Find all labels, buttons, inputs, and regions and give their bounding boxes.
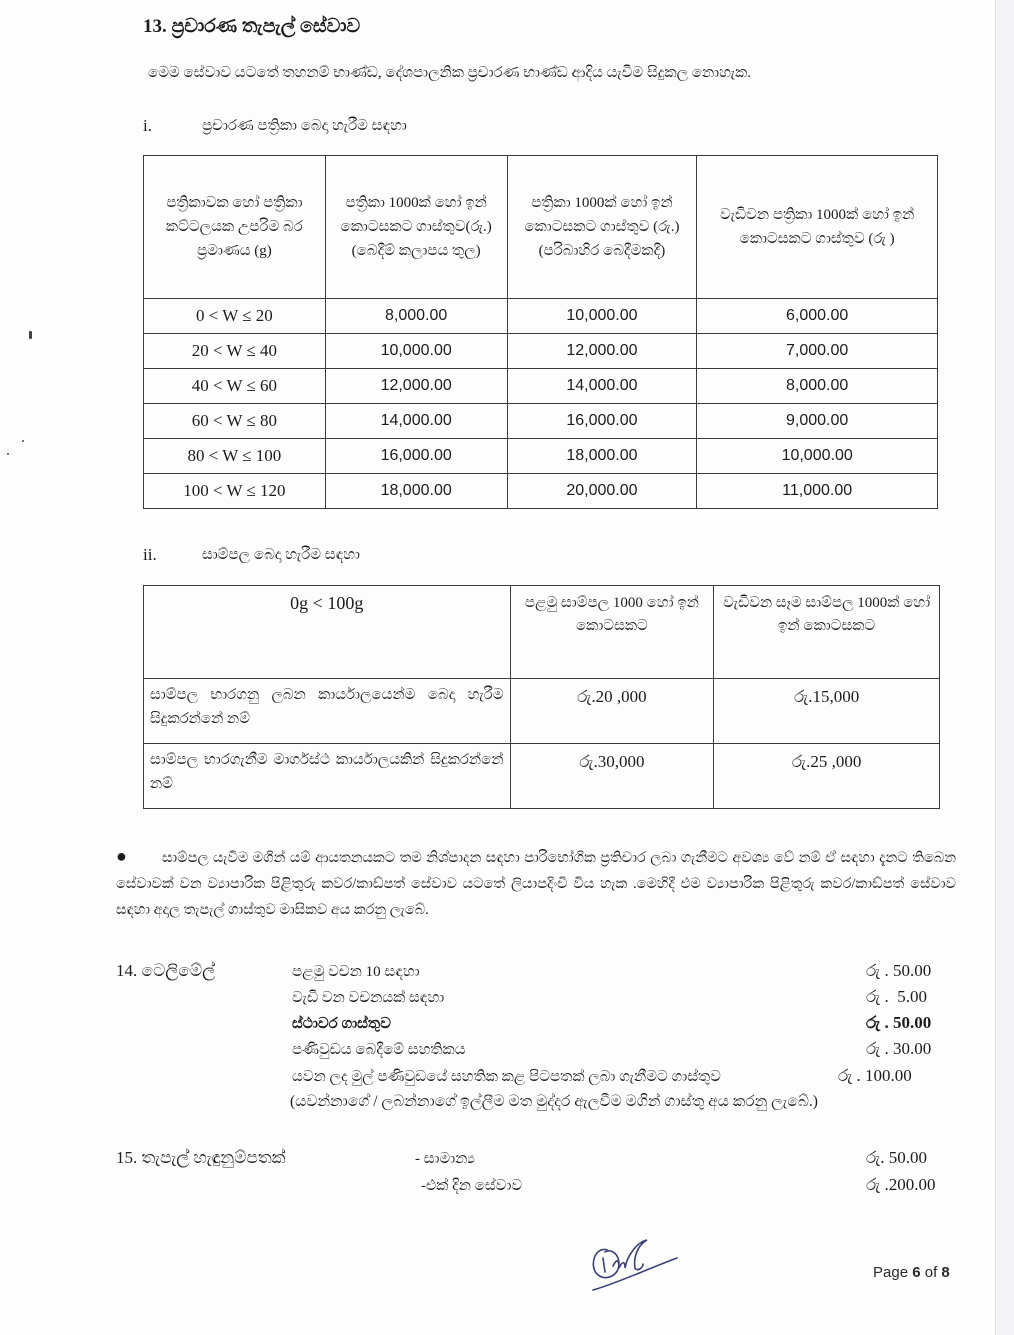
telemail-footnote: (යවන්නාගේ / ලබන්නාගේ ඉල්ලීම මත මුද්දර ඇලවීම මගින් ගාස්තු අය කරනු ලැබේ.) [290,1093,818,1110]
postal-id-fee-amount: රු. 50.00 [866,1148,927,1167]
within-zone-fee-cell: 8,000.00 [325,299,507,334]
header-max-weight: පත්‍රිකාවක හෝ පත්‍රිකා කට්ටලයක උපරිම බර ප්‍රමාණය (g) [144,156,326,299]
telemail-fee-item: පළමු වචන 10 සඳහා [292,964,420,980]
part-i-number: i. [143,116,152,135]
telemail-fee-amount: රු . 50.00 [866,1013,932,1032]
weight-cell: 0 < W ≤ 20 [144,299,326,334]
within-zone-fee-cell: 14,000.00 [325,404,507,439]
signature [585,1228,695,1303]
postal-id-fee-item: - සාමාන්‍ය [415,1151,475,1167]
first-1000-fee-cell: රු.20 ,000 [510,679,714,744]
within-zone-fee-cell: 10,000.00 [325,334,507,369]
page-current: 6 [912,1264,921,1281]
telemail-fee-item: යවන ලද මුල් පණිවුඩයේ සහතික කළ පිටපතක් ලබා ගැනීමට ගාස්තුව [292,1069,721,1085]
outside-zone-fee-cell: 18,000.00 [507,439,697,474]
page-number [873,1264,950,1281]
table-row [144,679,940,744]
telemail-fee-amount: රු . 100.00 [838,1066,912,1085]
section-13-intro: මෙම සේවාව යටතේ තහනම් භාණ්ඩ, දේශපාලනික ප්‍රචාරණ භාණ්ඩ ආදිය යැවීම සිදුකල නොහැක. [148,65,752,81]
section-13-number: 13. [143,16,167,37]
header-first-1000: පළමු සාම්පල 1000 හෝ ඉන් කොටසකට [510,586,714,679]
bullet-icon: ● [116,846,127,866]
table-row [144,334,938,369]
header-within-zone-fee: පත්‍රිකා 1000ක් හෝ ඉන් කොටසකට ගාස්තුව(රු.) (බෙදීම් කලාපය තුල) [325,156,507,299]
weight-cell: 100 < W ≤ 120 [144,474,326,509]
telemail-fee-amount: රු . 30.00 [866,1039,932,1058]
postal-id-fee-item: -එක් දින සේවාව [421,1178,523,1194]
table-row [144,474,938,509]
within-zone-fee-cell: 16,000.00 [325,439,507,474]
description-cell: සාම්පල භාරගැනීම මාර්ගස්ථ කාර්යාලයකින් සිදුකරන්නේ නම් [144,744,511,809]
table-row [144,439,938,474]
sample-note-text: සාම්පල යැවීම මගින් යම් ආයතනයකට තම නිශ්පාදන සඳහා පාරිභෝගික ප්‍රතිචාර ලබා ගැනීමට අවශ්‍ය වේ නම් ඒ සඳහා දැනට තිබෙන සේවාවක් වන ව්‍යාපාරික පිළිතුරු කවර/කාඩ්පත් සේවාව යටතේ ලියාපදිංචි විය හැක .මෙහිදී එම ව්‍යාපාරික පිළිතුරු කවර/කාඩ්පත් සේවාව සඳහා අදාල තැපැල් ගාස්තුව මාසිකව අය කරනු ලැබේ. [116,850,956,918]
additional-fee-cell: 11,000.00 [697,474,938,509]
outside-zone-fee-cell: 14,000.00 [507,369,697,404]
page-edge [995,0,1014,1335]
part-ii-number: ii. [143,545,157,564]
description-cell: සාම්පල භාරගනු ලබන කාර්යාලයෙන්ම බෙදා හැරීම සිදුකරන්නේ නම් [144,679,511,744]
table-row [144,744,940,809]
header-additional-1000: වැඩිවන සෑම සාම්පල 1000ක් හෝ ඉන් කොටසකට [714,586,940,679]
weight-cell: 20 < W ≤ 40 [144,334,326,369]
scan-speck [7,453,9,455]
within-zone-fee-cell: 18,000.00 [325,474,507,509]
table-row [144,369,938,404]
additional-fee-cell: 10,000.00 [697,439,938,474]
sample-rate-table [143,585,940,809]
table-row [144,299,938,334]
section-13-title: ප්‍රචාරණ තැපැල් සේවාව [171,16,361,37]
outside-zone-fee-cell: 10,000.00 [507,299,697,334]
outside-zone-fee-cell: 20,000.00 [507,474,697,509]
table-header-row [144,156,938,299]
section-13-heading [143,16,360,38]
table-header-row [144,586,940,679]
postal-id-fee-amount: රු .200.00 [866,1175,936,1194]
section-15-label: 15. තැපැල් හැඳුනුම්පතක් [116,1148,286,1167]
telemail-fee-item: පණිවුඩය බෙදීමේ සහතිකය [292,1042,466,1058]
telemail-fee-item: වැඩි වන වචනයක් සඳහා [292,990,445,1006]
weight-cell: 80 < W ≤ 100 [144,439,326,474]
table-row [144,404,938,439]
part-i-title: ප්‍රචාරණ පත්‍රිකා බෙදා හැරීම සඳහා [202,118,407,134]
sample-note [116,843,956,923]
part-ii-title: සාම්පල බෙදා හැරීම සඳහා [202,547,360,563]
signature-mark [585,1228,695,1298]
additional-fee-cell: 6,000.00 [697,299,938,334]
header-additional-fee: වැඩිවන පත්‍රිකා 1000ක් හෝ ඉන් කොටසකට ගාස්තුව (රු ) [697,156,938,299]
page-total: 8 [941,1264,950,1281]
header-outside-zone-fee: පත්‍රිකා 1000ක් හෝ ඉන් කොටසකට ගාස්තුව (රු.) (පරිබාහිර බෙදීමකදී) [507,156,697,299]
weight-cell: 40 < W ≤ 60 [144,369,326,404]
additional-fee-cell: 7,000.00 [697,334,938,369]
telemail-fee-amount: රු . 50.00 [866,961,932,980]
leaflet-rate-table [143,155,938,509]
telemail-fee-amount: රු . 5.00 [866,987,927,1006]
outside-zone-fee-cell: 12,000.00 [507,334,697,369]
additional-fee-cell: 9,000.00 [697,404,938,439]
first-1000-fee-cell: රු.30,000 [510,744,714,809]
page-word: Page [873,1264,909,1281]
within-zone-fee-cell: 12,000.00 [325,369,507,404]
telemail-fee-item: ස්ථාවර ගාස්තුව [292,1016,391,1032]
additional-1000-fee-cell: රු.15,000 [714,679,940,744]
of-word: of [924,1264,938,1281]
additional-fee-cell: 8,000.00 [697,369,938,404]
section-14-label: 14. ටෙලිමේල් [116,961,216,980]
outside-zone-fee-cell: 16,000.00 [507,404,697,439]
scan-speck [29,331,32,339]
additional-1000-fee-cell: රු.25 ,000 [714,744,940,809]
scan-speck [22,440,24,442]
header-weight-range: 0g < 100g [144,586,511,679]
weight-cell: 60 < W ≤ 80 [144,404,326,439]
